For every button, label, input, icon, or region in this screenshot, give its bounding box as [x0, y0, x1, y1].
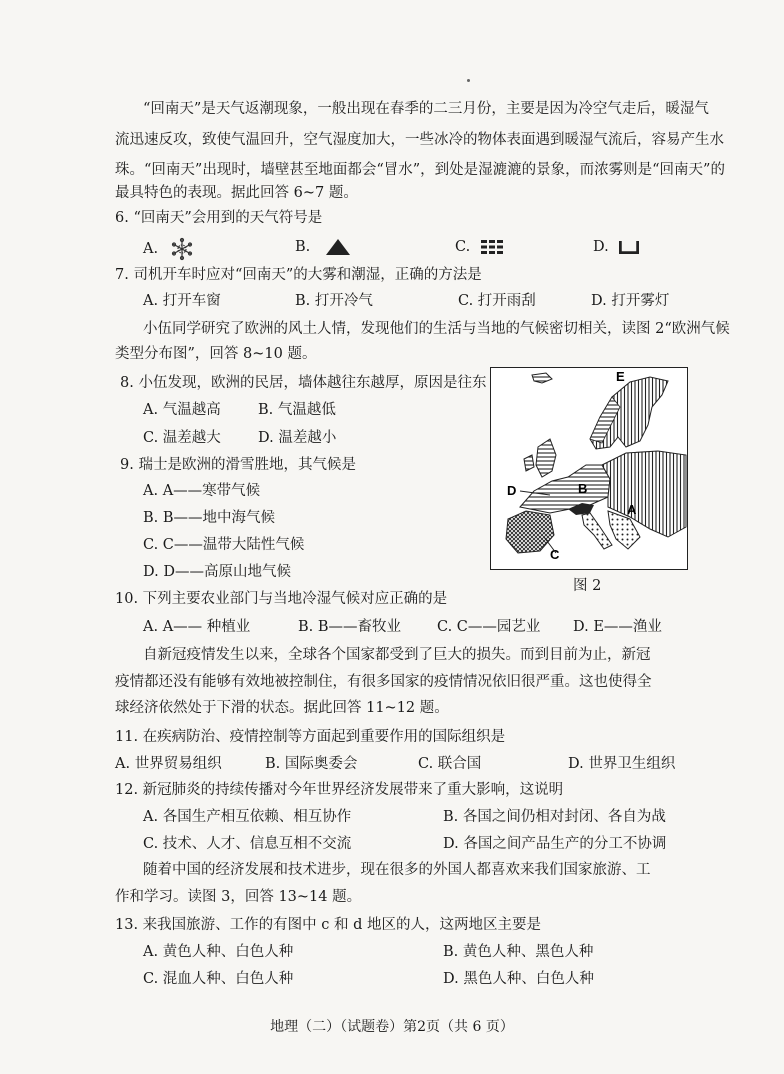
triangle-icon [325, 238, 351, 256]
q13-option-b[interactable]: B. 黄色人种、黑色人种 [443, 944, 594, 960]
q12-stem: 12. 新冠肺炎的持续传播对今年世界经济发展带来了重大影响，这说明 [115, 782, 564, 798]
q12-option-c[interactable]: C. 技术、人才、信息互相不交流 [143, 836, 352, 852]
q8-option-c[interactable]: C. 温差越大 [143, 430, 221, 446]
q10-option-b[interactable]: B. B——畜牧业 [298, 619, 402, 635]
q8-option-d[interactable]: D. 温差越小 [258, 430, 337, 446]
q13-option-d[interactable]: D. 黑色人种、白色人种 [443, 971, 594, 987]
bracket-icon [619, 240, 639, 254]
q7-option-d[interactable]: D. 打开雾灯 [591, 293, 670, 309]
passage2-line-1: 小伍同学研究了欧洲的风土人情，发现他们的生活与当地的气候密切相关，读图 2“欧洲气候 [143, 321, 730, 337]
q9-option-c[interactable]: C. C——温带大陆性气候 [143, 537, 305, 553]
q9-option-a[interactable]: A. A——寒带气候 [143, 483, 261, 499]
passage4-line-1: 随着中国的经济发展和技术进步，现在很多的外国人都喜欢来我们国家旅游、工 [143, 862, 651, 878]
q6-option-b[interactable]: B. [295, 237, 351, 257]
passage3-line-2: 疫情都还没有能够有效地被控制住，有很多国家的疫情情况依旧很严重。这也使得全 [115, 674, 652, 690]
figure-caption: 图 2 [573, 578, 602, 594]
passage1-line-4: 最具特色的表现。据此回答 6~7 题。 [115, 185, 358, 201]
snowflake-icon [169, 237, 195, 261]
q11-option-c[interactable]: C. 联合国 [418, 756, 482, 772]
q6-option-d[interactable]: D. [593, 237, 639, 257]
q8-stem: 8. 小伍发现，欧洲的民居，墙体越往东越厚，原因是往东 [120, 375, 487, 391]
q8-option-a[interactable]: A. 气温越高 [143, 402, 221, 418]
q7-option-a[interactable]: A. 打开车窗 [143, 293, 221, 309]
passage1-line-2: 流迅速反攻，致使气温回升，空气湿度加大，一些冰冷的物体表面遇到暖湿气流后，容易产生水 [115, 132, 724, 148]
map-label-d: D [507, 483, 517, 498]
map-label-e: E [616, 369, 625, 384]
q11-stem: 11. 在疾病防治、疫情控制等方面起到重要作用的国际组织是 [115, 729, 506, 745]
page-footer: 地理（二）（试题卷）第2页（共 6 页） [270, 1019, 514, 1035]
fog-icon [481, 239, 505, 255]
passage3-line-3: 球经济依然处于下滑的状态。据此回答 11~12 题。 [115, 700, 449, 716]
q12-option-d[interactable]: D. 各国之间产品生产的分工不协调 [443, 836, 667, 852]
q11-option-d[interactable]: D. 世界卫生组织 [568, 756, 676, 772]
q7-stem: 7. 司机开车时应对“回南天”的大雾和潮湿，正确的方法是 [115, 267, 482, 283]
q11-option-b[interactable]: B. 国际奥委会 [265, 756, 358, 772]
q7-option-c[interactable]: C. 打开雨刮 [458, 293, 536, 309]
q9-stem: 9. 瑞士是欧洲的滑雪胜地，其气候是 [120, 457, 356, 473]
map-label-b: B [578, 481, 588, 496]
q9-option-d[interactable]: D. D——高原山地气候 [143, 564, 291, 580]
q9-option-b[interactable]: B. B——地中海气候 [143, 510, 276, 526]
passage4-line-2: 作和学习。读图 3，回答 13~14 题。 [115, 889, 362, 905]
europe-climate-map [490, 367, 688, 570]
passage1-line-1: “回南天”是天气返潮现象，一般出现在春季的二三月份，主要是因为冷空气走后，暖湿气 [143, 101, 709, 117]
q10-option-d[interactable]: D. E——渔业 [573, 619, 662, 635]
map-label-c: C [550, 547, 560, 562]
q13-option-c[interactable]: C. 混血人种、白色人种 [143, 971, 294, 987]
passage1-line-3: 珠。“回南天”出现时，墙壁甚至地面都会“冒水”，到处是湿漉漉的景象，而浓雾则是“回南天”的 [115, 162, 725, 178]
q6-option-c[interactable]: C. [455, 237, 505, 257]
q13-option-a[interactable]: A. 黄色人种、白色人种 [143, 944, 294, 960]
scan-speck [467, 79, 470, 82]
passage3-line-1: 自新冠疫情发生以来，全球各个国家都受到了巨大的损失。而到目前为止，新冠 [143, 647, 651, 663]
q10-stem: 10. 下列主要农业部门与当地冷湿气候对应正确的是 [115, 591, 448, 607]
passage2-line-2: 类型分布图”，回答 8~10 题。 [115, 346, 317, 362]
q13-stem: 13. 来我国旅游、工作的有图中 c 和 d 地区的人，这两地区主要是 [115, 917, 542, 933]
q10-option-a[interactable]: A. A—— 种植业 [143, 619, 251, 635]
q8-option-b[interactable]: B. 气温越低 [258, 402, 336, 418]
map-label-a: A [627, 502, 637, 517]
q10-option-c[interactable]: C. C——园艺业 [437, 619, 541, 635]
q11-option-a[interactable]: A. 世界贸易组织 [115, 756, 222, 772]
q12-option-b[interactable]: B. 各国之间仍相对封闭、各自为战 [443, 809, 666, 825]
q6-option-a[interactable]: A. [143, 237, 195, 261]
q6-stem: 6. “回南天”会用到的天气符号是 [115, 210, 323, 226]
q12-option-a[interactable]: A. 各国生产相互依赖、相互协作 [143, 809, 352, 825]
q7-option-b[interactable]: B. 打开冷气 [295, 293, 373, 309]
